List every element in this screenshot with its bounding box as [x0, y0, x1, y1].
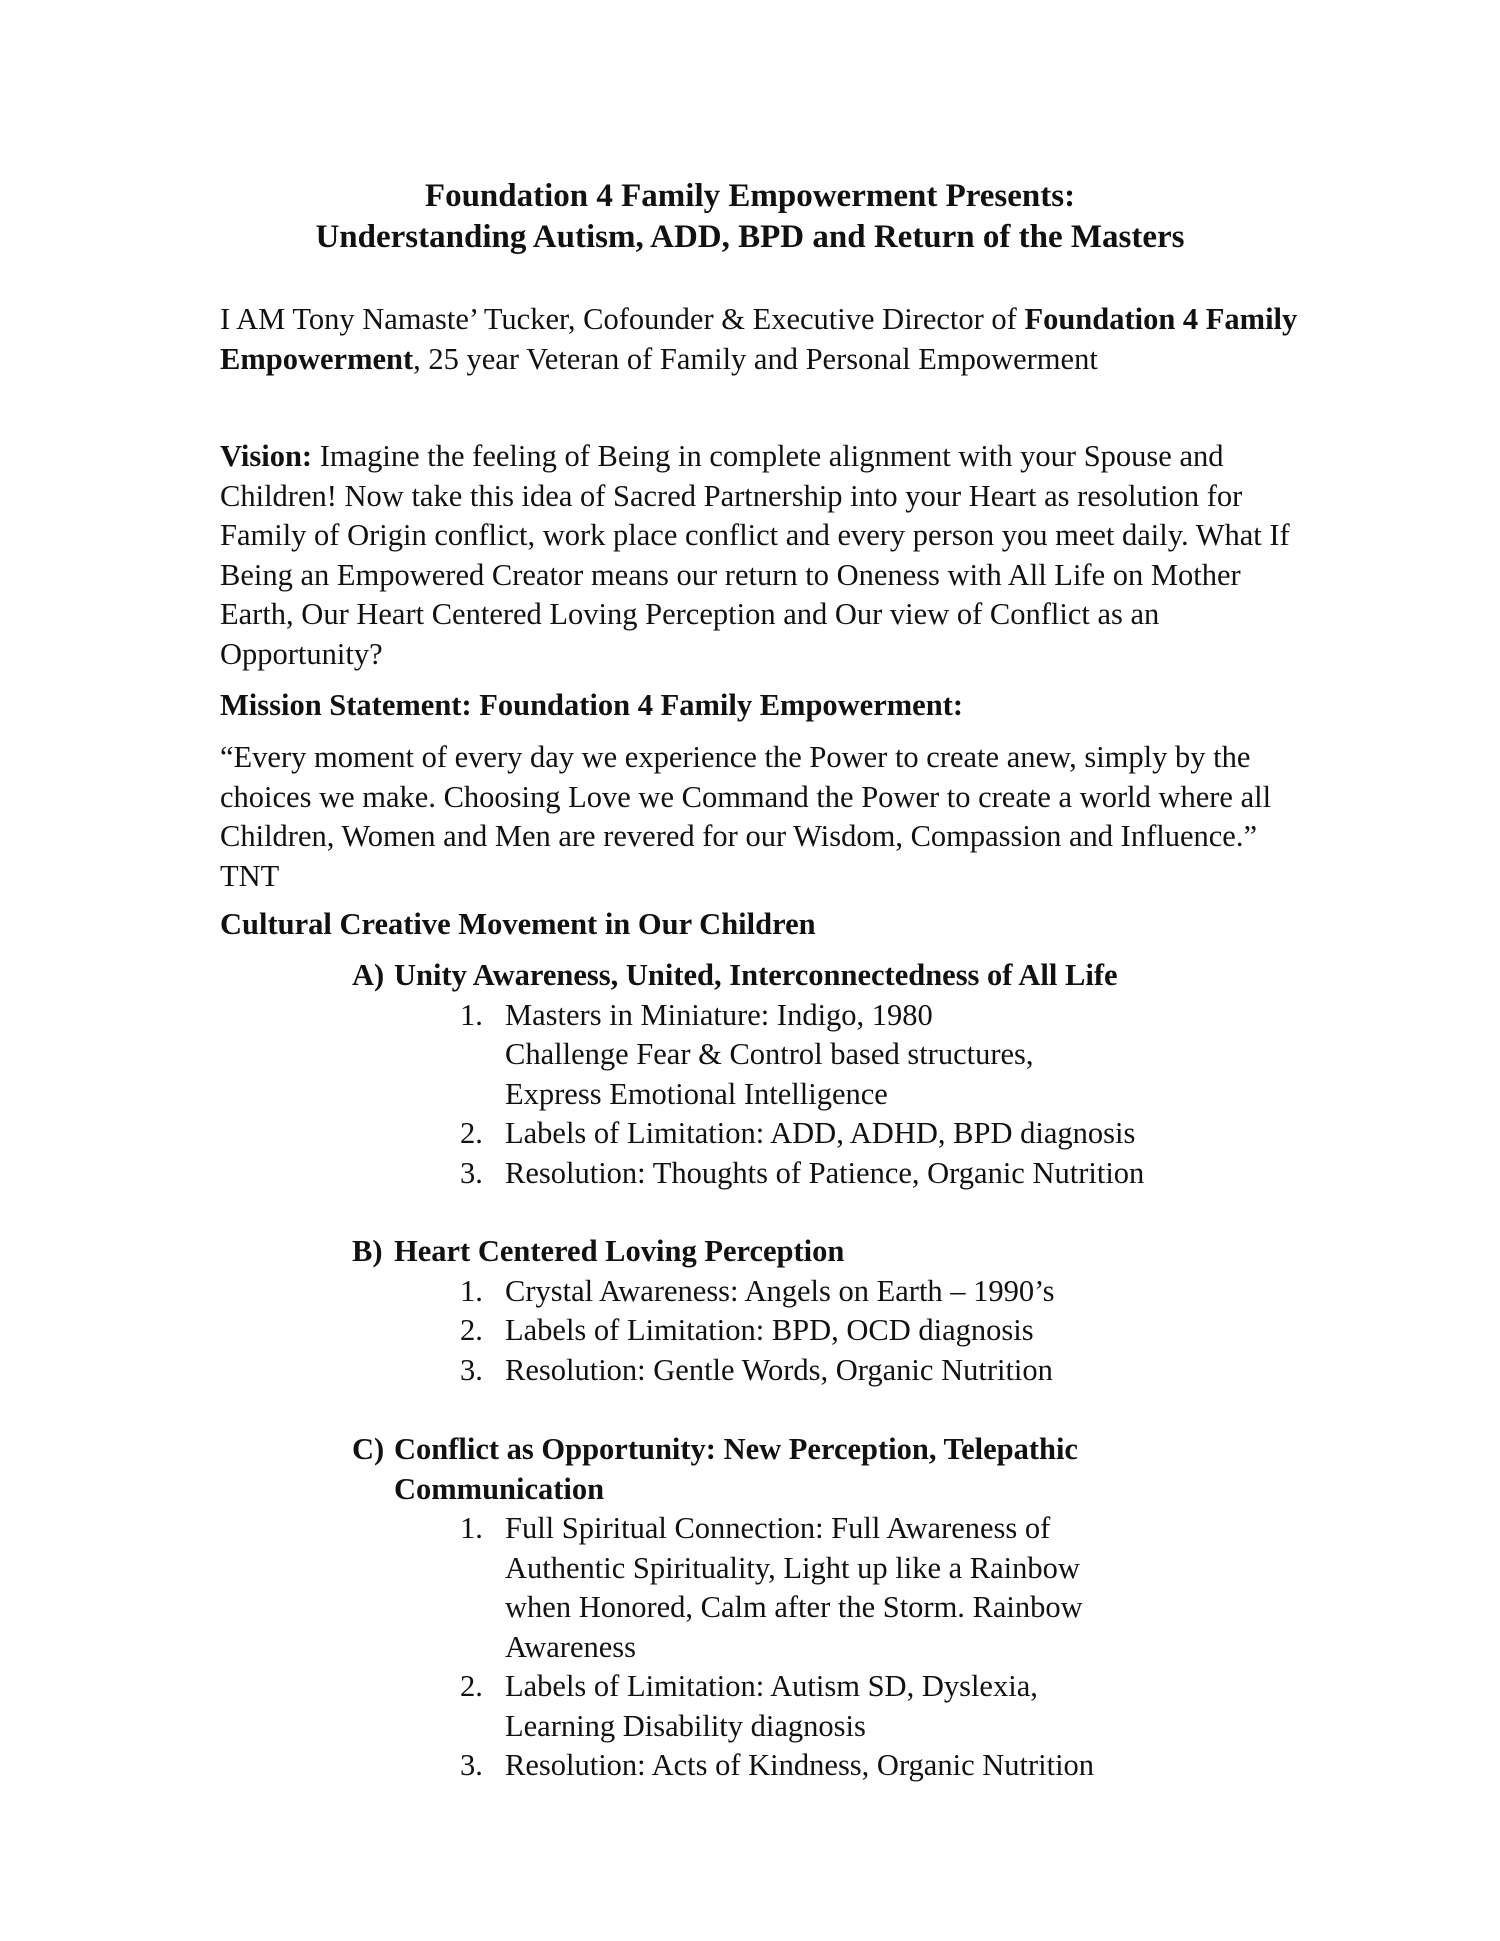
list-item — [460, 1272, 1292, 1312]
list-item — [460, 1311, 1292, 1351]
section-title: Conflict as Opportunity: New Perception, Telepathic Communication — [394, 1432, 1078, 1506]
list-item — [460, 1351, 1292, 1391]
intro-suffix: , 25 year Veteran of Family and Personal Empowerment — [413, 341, 1098, 376]
section-letter: B) — [352, 1234, 383, 1268]
section-c-heading — [352, 1430, 1292, 1509]
section-b-list — [352, 1272, 1292, 1391]
section-letter: A) — [352, 958, 385, 992]
item-number: 3. — [460, 1352, 483, 1387]
list-item — [460, 1746, 1292, 1786]
item-text: Resolution: Thoughts of Patience, Organic Nutrition — [505, 1155, 1145, 1190]
list-item — [460, 996, 1292, 1115]
item-number: 2. — [460, 1116, 483, 1150]
document-title — [0, 176, 1500, 258]
intro-org-name: Foundation 4 Family Empowerment — [220, 302, 1298, 376]
mission-paragraph — [220, 738, 1300, 896]
list-item — [460, 1114, 1292, 1154]
section-a-heading — [352, 956, 1292, 996]
item-text: Full Spiritual Connection: Full Awareness of Authentic Spirituality, Light up like a Rainbow when Honored, Calm after the Storm. Rainbow Awareness — [505, 1511, 1083, 1664]
item-text: Labels of Limitation: ADD, ADHD, BPD diagnosis — [505, 1116, 1136, 1150]
mission-heading: Mission Statement: Foundation 4 Family Empowerment: — [220, 688, 963, 722]
section-a-list — [352, 996, 1292, 1194]
item-number: 2. — [460, 1669, 483, 1703]
section-title: Unity Awareness, United, Interconnectedness of All Life — [394, 958, 1118, 992]
item-text: Masters in Miniature: Indigo, 1980 Challenge Fear & Control based structures, Express Emotional Intelligence — [505, 997, 1034, 1111]
intro-paragraph — [220, 300, 1300, 379]
item-number: 3. — [460, 1748, 483, 1782]
title-line-1: Foundation 4 Family Empowerment Presents: — [424, 178, 1076, 214]
item-number: 2. — [460, 1313, 483, 1347]
mission-text: “Every moment of every day we experience the Power to create anew, simply by the choices we make. Choosing Love we Command the Power to create a world where all Children, Women and Men are revered for our Wisdom, Compassion and Influence.” TNT — [220, 740, 1272, 893]
section-c — [352, 1430, 1292, 1786]
intro-prefix: I AM Tony Namaste’ Tucker, Cofounder & Executive Director of — [220, 302, 1025, 336]
vision-paragraph — [220, 437, 1300, 674]
section-title: Heart Centered Loving Perception — [394, 1234, 845, 1268]
section-c-list — [352, 1509, 1292, 1786]
item-text: Resolution: Gentle Words, Organic Nutrition — [505, 1352, 1053, 1387]
item-text: Resolution: Acts of Kindness, Organic Nutrition — [505, 1748, 1095, 1782]
item-number: 3. — [460, 1155, 483, 1190]
list-item — [460, 1667, 1292, 1746]
item-number: 1. — [460, 997, 483, 1032]
section-letter: C) — [352, 1432, 385, 1466]
cultural-heading: Cultural Creative Movement in Our Children — [220, 907, 816, 941]
list-item — [460, 1154, 1292, 1194]
item-text: Labels of Limitation: Autism SD, Dyslexia, Learning Disability diagnosis — [505, 1669, 1038, 1743]
list-item — [460, 1509, 1292, 1667]
item-number: 1. — [460, 1273, 483, 1308]
section-b-heading — [352, 1232, 1292, 1272]
item-number: 1. — [460, 1511, 483, 1545]
section-a — [352, 956, 1292, 1193]
item-text: Crystal Awareness: Angels on Earth – 1990’s — [505, 1273, 1055, 1308]
section-b — [352, 1232, 1292, 1390]
vision-label: Vision: — [220, 439, 313, 473]
title-line-2: Understanding Autism, ADD, BPD and Return of the Masters — [315, 219, 1185, 255]
item-text: Labels of Limitation: BPD, OCD diagnosis — [505, 1313, 1034, 1347]
vision-text: Imagine the feeling of Being in complete alignment with your Spouse and Children! Now take this idea of Sacred Partnership into your Heart as resolution for Family of Origin conflict, work place conflict and every person you meet daily. What If Being an Empowered Creator means our return to Oneness with All Life on Mother Earth, Our Heart Centered Loving Perception and Our view of Conflict as an Opportunity? — [220, 439, 1290, 671]
